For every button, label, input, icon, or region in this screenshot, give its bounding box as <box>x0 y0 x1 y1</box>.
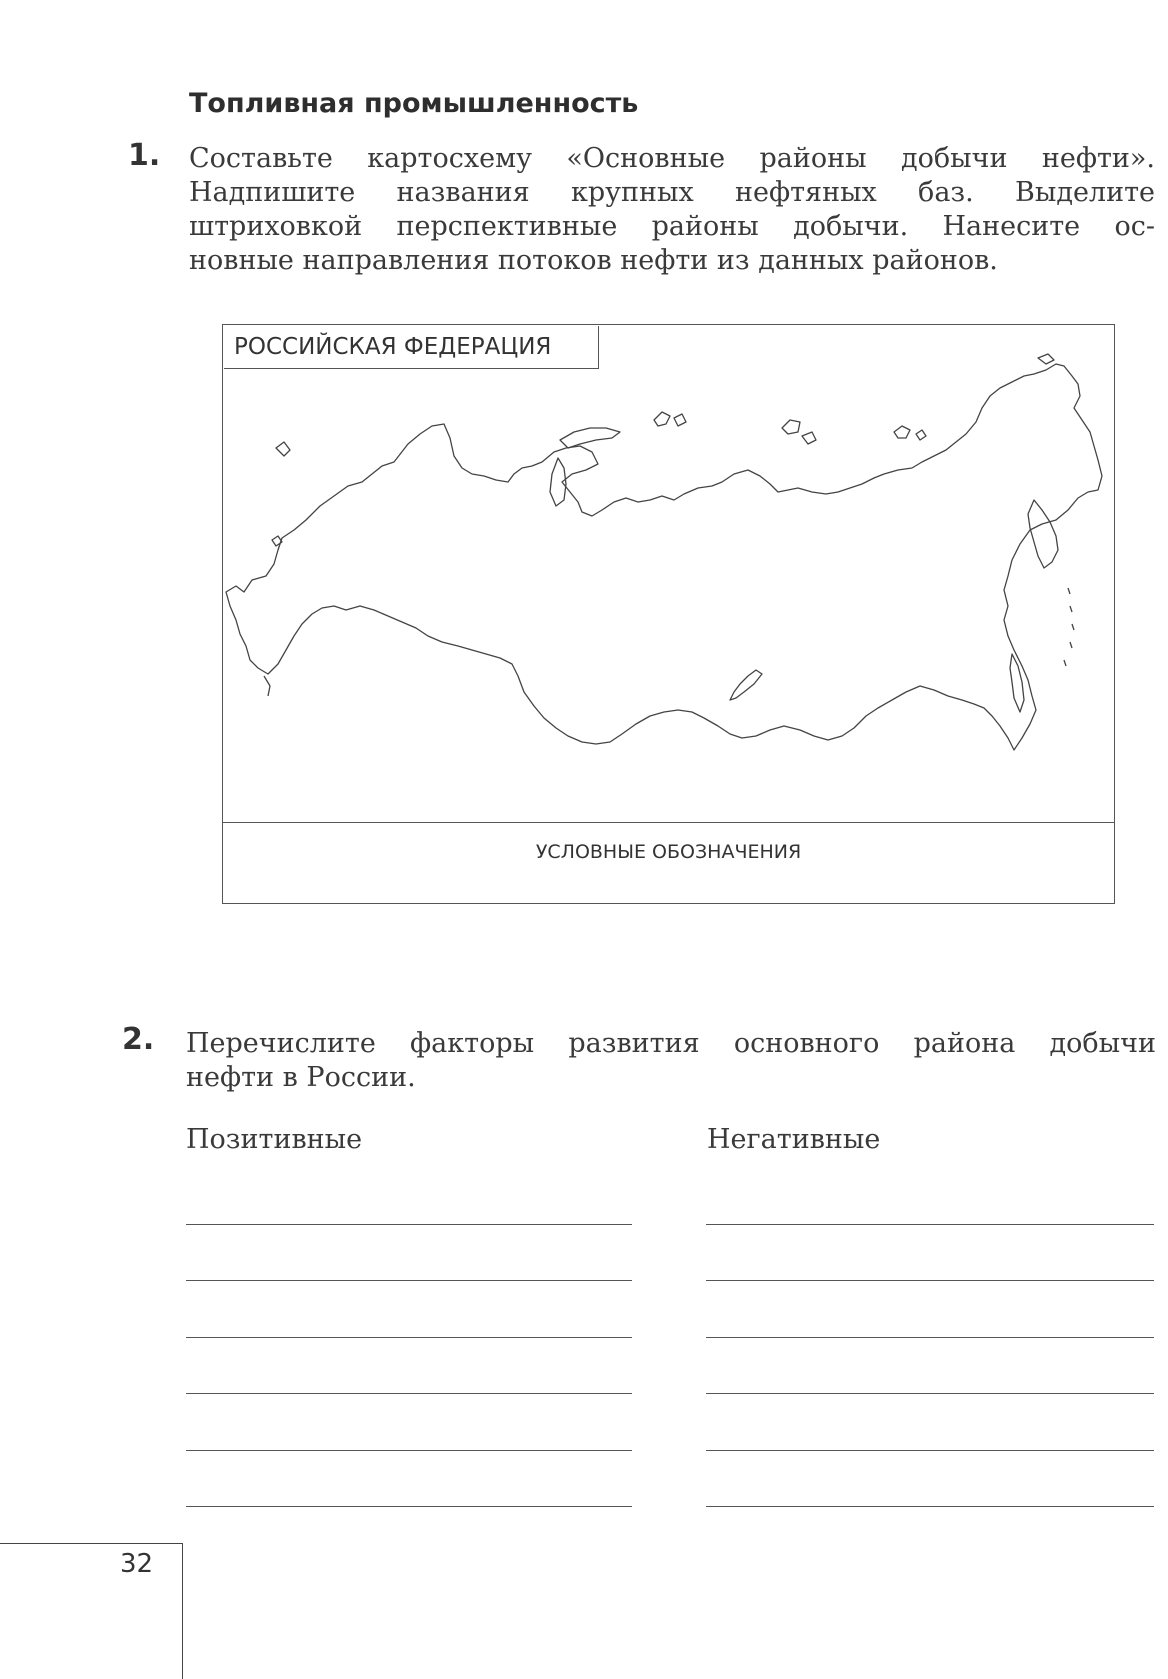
positive-answer-line[interactable] <box>186 1393 632 1394</box>
positive-answer-line[interactable] <box>186 1450 632 1451</box>
negative-answer-line[interactable] <box>706 1280 1154 1281</box>
positive-factors-label: Позитивные <box>186 1124 363 1155</box>
positive-answer-line[interactable] <box>186 1506 632 1507</box>
task-1-line: новные направления потоков нефти из данных районов. <box>189 245 998 276</box>
task-1-line: Надпишите названия крупных нефтяных баз. Выделите <box>189 177 1155 208</box>
section-title: Топливная промышленность <box>189 88 639 119</box>
task-1-line: штриховкой перспективные районы добычи. Нанесите ос- <box>189 211 1155 242</box>
negative-answer-line[interactable] <box>706 1450 1154 1451</box>
russia-outline-map <box>222 324 1115 824</box>
task-1-line: Составьте картосхему «Основные районы добычи нефти». <box>189 143 1155 174</box>
task-2-line: Перечислите факторы развития основного района добычи <box>186 1028 1156 1059</box>
negative-answer-line[interactable] <box>706 1224 1154 1225</box>
map-title: РОССИЙСКАЯ ФЕДЕРАЦИЯ <box>224 326 599 369</box>
map-legend <box>222 822 1115 904</box>
negative-answer-line[interactable] <box>706 1393 1154 1394</box>
page-number: 32 <box>120 1549 154 1579</box>
legend-title: УСЛОВНЫЕ ОБОЗНАЧЕНИЯ <box>535 841 802 863</box>
positive-answer-line[interactable] <box>186 1280 632 1281</box>
task-2-line: нефти в России. <box>186 1062 416 1093</box>
negative-answer-line[interactable] <box>706 1337 1154 1338</box>
negative-answer-line[interactable] <box>706 1506 1154 1507</box>
task-2-text <box>186 1027 1156 1095</box>
negative-factors-label: Негативные <box>707 1124 881 1155</box>
task-1-text <box>189 142 1155 278</box>
task-1-number: 1. <box>128 138 161 173</box>
positive-answer-line[interactable] <box>186 1337 632 1338</box>
page-number-box <box>0 1543 183 1679</box>
positive-answer-line[interactable] <box>186 1224 632 1225</box>
task-2-number: 2. <box>122 1022 155 1057</box>
